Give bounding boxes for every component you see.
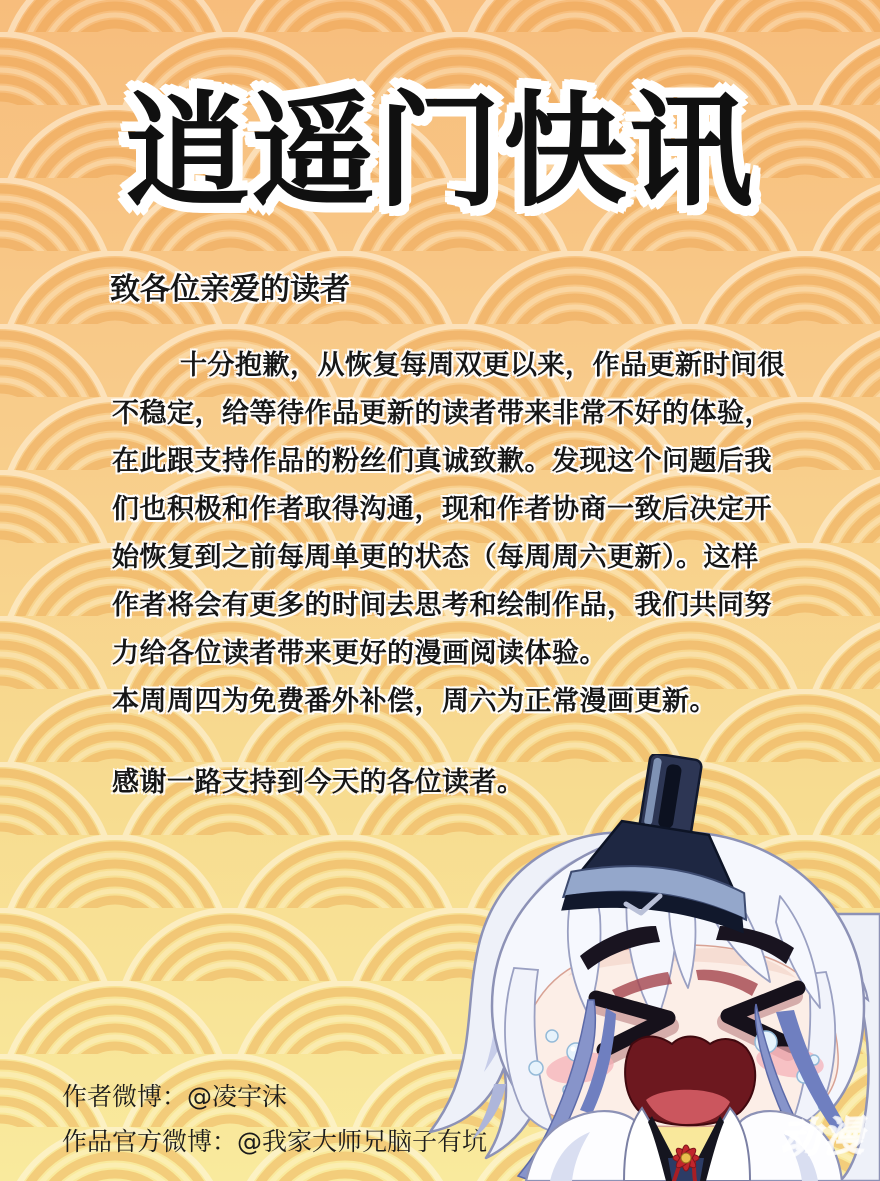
greeting-heading: 致各位亲爱的读者 — [110, 272, 350, 307]
page-title: 逍遥门快讯 — [124, 80, 755, 224]
body-line: 始恢复到之前每周单更的状态（每周周六更新）。这样 — [112, 542, 759, 573]
body-line: 十分抱歉，从恢复每周双更以来，作品更新时间很 — [180, 350, 785, 381]
announcement-body — [112, 342, 792, 726]
official-weibo-line: 作品官方微博：@我家大师兄脑子有坑 — [62, 1127, 488, 1156]
body-line: 在此跟支持作品的粉丝们真诚致歉。发现这个问题后我 — [112, 446, 772, 477]
body-line: 作者将会有更多的时间去思考和绘制作品，我们共同努 — [112, 590, 772, 621]
thanks-line: 感谢一路支持到今天的各位读者。 — [112, 767, 525, 798]
body-line: 本周周四为免费番外补偿，周六为正常漫画更新。 — [112, 686, 717, 717]
author-weibo-line: 作者微博：@凌宇沫 — [62, 1082, 288, 1111]
body-line: 们也积极和作者取得沟通，现和作者协商一致后决定开 — [112, 494, 772, 525]
watermark-logo: 动漫 — [779, 1113, 867, 1163]
body-line: 不稳定，给等待作品更新的读者带来非常不好的体验， — [112, 398, 772, 429]
credits-block — [62, 1074, 487, 1164]
body-line: 力给各位读者带来更好的漫画阅读体验。 — [112, 638, 607, 669]
